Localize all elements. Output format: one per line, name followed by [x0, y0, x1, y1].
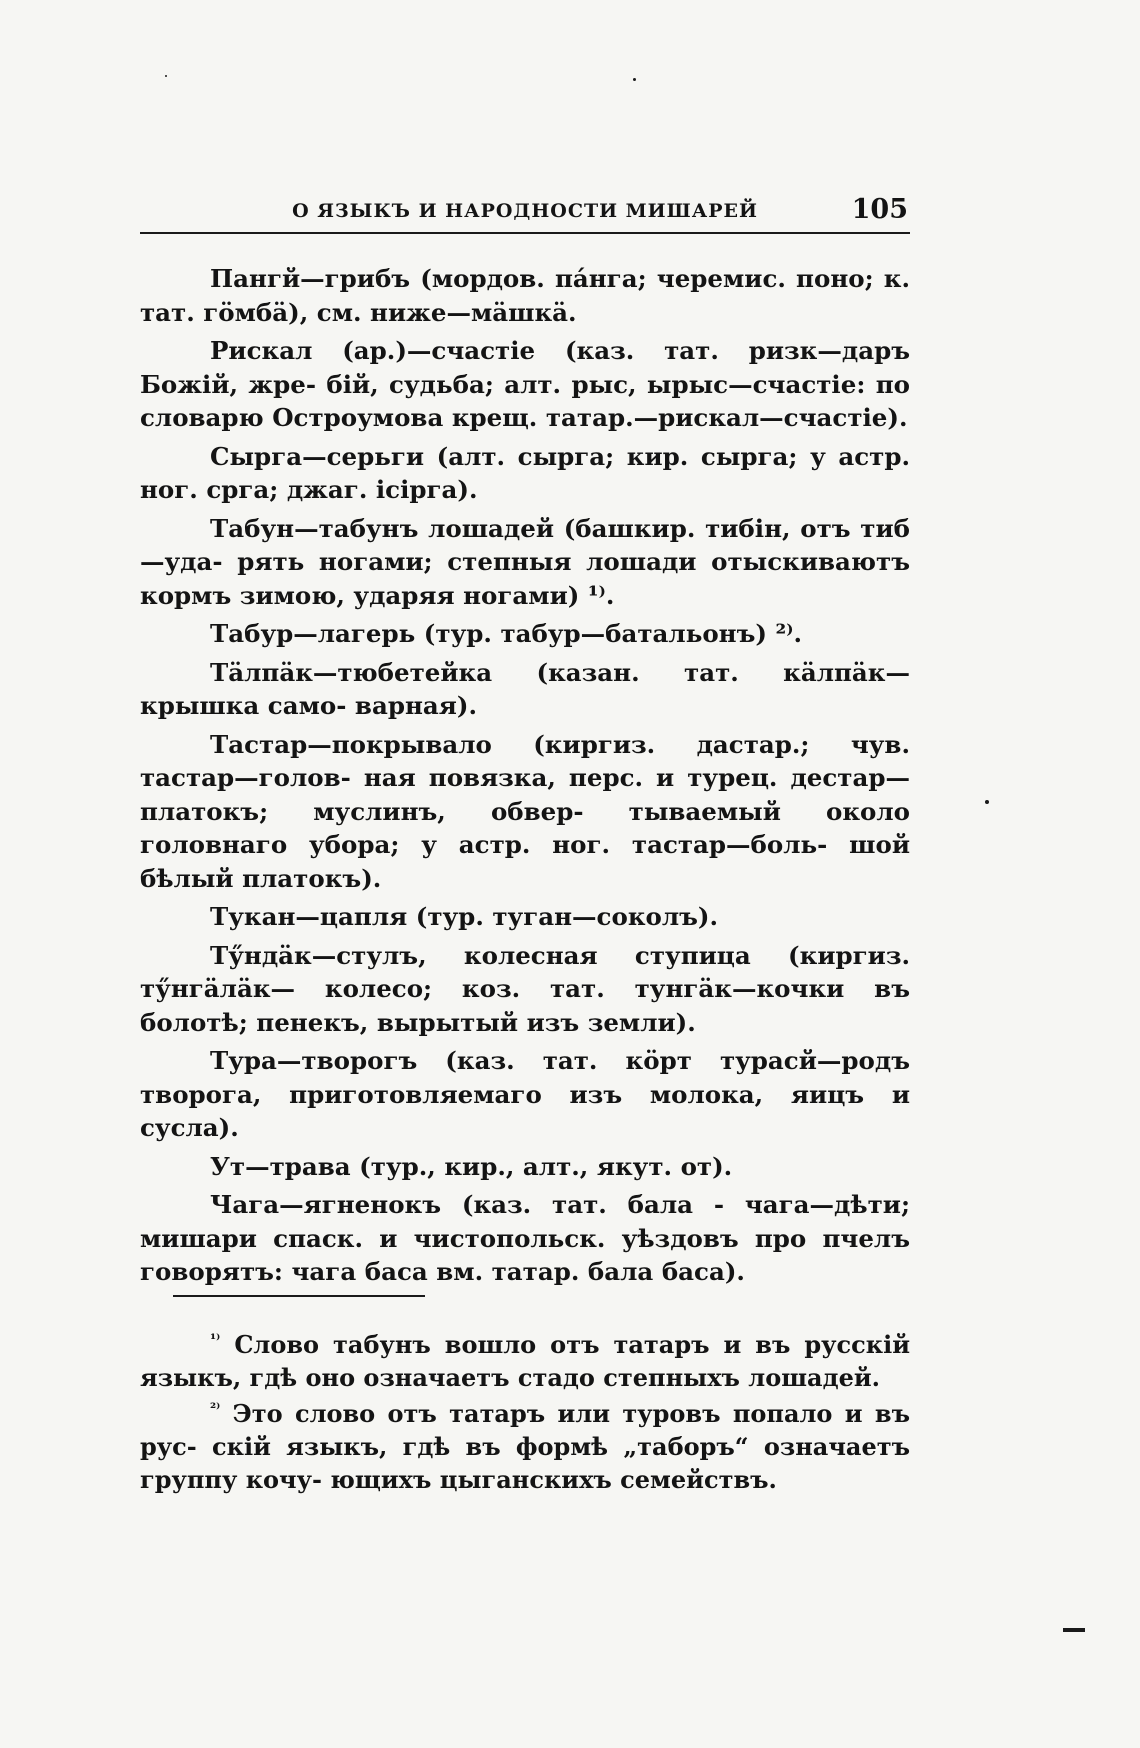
entry-pangy: Пангй—грибъ (мордов. па́нга; черемис. поно; к. тат. гöмбä), см. ниже—мäшкä.: [140, 264, 910, 327]
entry-tabun: Табун—табунъ лошадей (башкир. тибін, отъ тиб—уда- рять ногами; степныя лошади отыскиваютъ кормъ зимою, ударяя ногами) ¹⁾.: [140, 513, 910, 610]
entry-syrga: Сырга—серьги (алт. сырга; кир. сырга; у астр. ног. срга; джаг. ісірга).: [140, 441, 910, 504]
page-header: [140, 196, 910, 234]
scan-speck: [985, 800, 989, 804]
footnote-2: [140, 1397, 910, 1496]
entry-tabur: Табур—лагерь (тур. табур—батальонъ) ²⁾.: [210, 619, 803, 648]
footnote-1: [140, 1328, 910, 1394]
footnote-text: Слово табунъ вошло отъ татаръ и въ русскій языкъ, гдѣ оно означаетъ стадо степныхъ лошадей.: [140, 1330, 910, 1392]
entry-tastar: Тастар—покрывало (киргиз. дастар.; чув. тастар—голов- ная повязка, перс. и турец. дестар—платокъ; муслинъ, обвер- тываемый около головнаго убора; у астр. ног. тастар—боль- шой бѣлый платокъ).: [140, 729, 910, 893]
footnote-divider: [173, 1295, 425, 1297]
footnotes: [140, 1328, 910, 1499]
scan-speck: [633, 78, 636, 81]
entry-tyndak: Тӳндäк—стулъ, колесная ступица (киргиз. тӳнгäлäк— колесо; коз. тат. тунгäк—кочки въ болотѣ; пенекъ, вырытый изъ земли).: [140, 940, 910, 1037]
entry-riskal: Рискал (ар.)—счастіе (каз. тат. ризк—даръ Божій, жре- бій, судьба; алт. рыс, ырыс—счастіе: по словарю Остроумова крещ. татар.—рискал—счастіе).: [140, 336, 910, 432]
dictionary-entries: [140, 262, 910, 1294]
entry-tukan: Тукан—цапля (тур. туган—соколъ).: [210, 902, 719, 931]
footnote-marker: ²⁾: [210, 1401, 221, 1417]
page-number: 105: [851, 194, 908, 225]
footnote-marker: ¹⁾: [210, 1332, 221, 1348]
entry-chaga: Чага—ягненокъ (каз. тат. бала - чага—дѣти; мишари спаск. и чистопольск. уѣздовъ про пчелъ говорятъ: чага баса вм. татар. бала баса).: [140, 1190, 910, 1286]
footnote-text: Это слово отъ татаръ или туровъ попало и въ рус- скій языкъ, гдѣ въ формѣ „таборъ“ означаетъ группу кочу- ющихъ цыганскихъ семействъ.: [140, 1399, 910, 1494]
scan-speck: [165, 75, 167, 77]
running-title: О ЯЗЫКЪ И НАРОДНОСТИ МИШАРЕЙ: [292, 200, 758, 222]
entry-tura: Тура—творогъ (каз. тат. кöрт турасй—родъ творога, приготовляемаго изъ молока, яицъ и сусла).: [140, 1046, 910, 1142]
entry-ut: Ут—трава (тур., кир., алт., якут. от).: [210, 1151, 733, 1181]
entry-talpak: Тäлпäк—тюбетейка (казан. тат. кäлпäк—крышка само- варная).: [140, 657, 910, 720]
scan-edge-mark: [1063, 1628, 1085, 1632]
